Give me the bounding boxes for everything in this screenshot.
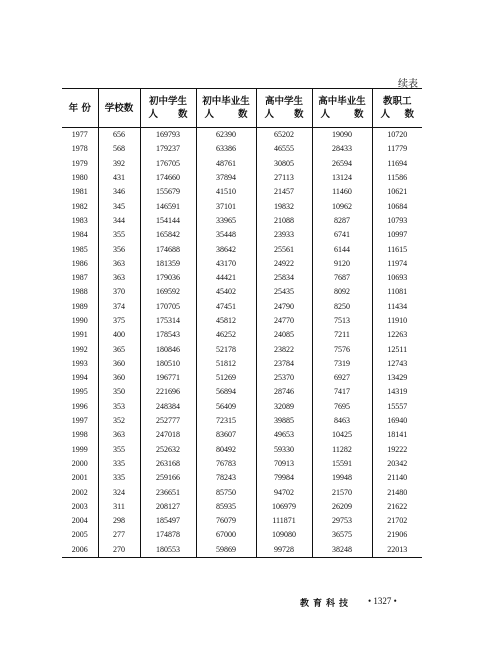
table-cell: 2004: [71, 516, 88, 526]
table-cell: 375: [98, 314, 140, 328]
table-row: [62, 471, 422, 485]
table-cell: 11974: [372, 257, 422, 271]
table-cell: 11615: [372, 242, 422, 256]
table-cell: 6741: [312, 228, 372, 242]
table-cell: 277: [98, 528, 140, 542]
table-cell: 111871: [256, 514, 312, 528]
page-footer: [0, 596, 480, 610]
table-cell: 1992: [71, 344, 88, 354]
table-cell: 2002: [71, 487, 88, 497]
table-cell: 22013: [372, 543, 422, 558]
table-row: [62, 314, 422, 328]
table-cell: 1995: [71, 387, 88, 397]
table-cell: 248384: [140, 400, 196, 414]
table-cell: 15591: [312, 457, 372, 471]
table-cell: 363: [98, 271, 140, 285]
table-cell: 72315: [196, 414, 256, 428]
table-cell: 29753: [312, 514, 372, 528]
table-cell: 6144: [312, 242, 372, 256]
table-header-row: [62, 89, 422, 128]
table-cell: 1989: [71, 301, 88, 311]
table-cell: 350: [98, 385, 140, 399]
table-row: [62, 142, 422, 156]
table-row: [62, 171, 422, 185]
table-body: [62, 128, 422, 558]
table-cell: 1988: [71, 287, 88, 297]
table-cell: 37101: [196, 199, 256, 213]
table-cell: 28746: [256, 385, 312, 399]
table-cell: 7417: [312, 385, 372, 399]
table-cell: 24790: [256, 300, 312, 314]
header-senior-students: 高中学生 人 数: [256, 89, 312, 128]
table-cell: 174688: [140, 242, 196, 256]
table-cell: 36575: [312, 528, 372, 542]
header-junior-students: 初中学生 人 数: [140, 89, 196, 128]
table-row: [62, 443, 422, 457]
table-cell: 80492: [196, 443, 256, 457]
table-cell: 10720: [372, 128, 422, 143]
table-cell: 656: [98, 128, 140, 143]
table-cell: 146591: [140, 199, 196, 213]
table-cell: 85750: [196, 485, 256, 499]
table-cell: 49653: [256, 428, 312, 442]
table-cell: 431: [98, 171, 140, 185]
table-cell: 45402: [196, 285, 256, 299]
table-cell: 52178: [196, 342, 256, 356]
table-cell: 8092: [312, 285, 372, 299]
table-cell: 1994: [71, 373, 88, 383]
page-number: • 1327 •: [368, 596, 397, 606]
table-cell: 196771: [140, 371, 196, 385]
table-cell: 38642: [196, 242, 256, 256]
table-cell: 252777: [140, 414, 196, 428]
table-cell: 179237: [140, 142, 196, 156]
table-cell: 6927: [312, 371, 372, 385]
table-cell: 7687: [312, 271, 372, 285]
table-row: [62, 357, 422, 371]
table-cell: 78243: [196, 471, 256, 485]
table-cell: 83607: [196, 428, 256, 442]
table-cell: 106979: [256, 500, 312, 514]
table-cell: 13124: [312, 171, 372, 185]
table-cell: 67000: [196, 528, 256, 542]
table-cell: 355: [98, 228, 140, 242]
table-cell: 1986: [71, 258, 88, 268]
header-schools: 学校数: [98, 89, 140, 128]
table-cell: 10997: [372, 228, 422, 242]
table-cell: 1999: [71, 444, 88, 454]
table-cell: 85935: [196, 500, 256, 514]
table-cell: 15557: [372, 400, 422, 414]
table-cell: 1997: [71, 416, 88, 426]
table-cell: 25561: [256, 242, 312, 256]
table-cell: 179036: [140, 271, 196, 285]
table-row: [62, 400, 422, 414]
table-cell: 1998: [71, 430, 88, 440]
header-junior-graduates: 初中毕业生 人 数: [196, 89, 256, 128]
table-cell: 24085: [256, 328, 312, 342]
table-cell: 7576: [312, 342, 372, 356]
table-cell: 352: [98, 414, 140, 428]
table-cell: 10693: [372, 271, 422, 285]
table-cell: 23784: [256, 357, 312, 371]
table-cell: 9120: [312, 257, 372, 271]
table-cell: 335: [98, 457, 140, 471]
table-cell: 185497: [140, 514, 196, 528]
table-cell: 10621: [372, 185, 422, 199]
table-cell: 1980: [71, 173, 88, 183]
table-cell: 298: [98, 514, 140, 528]
table-cell: 10962: [312, 199, 372, 213]
table-cell: 355: [98, 443, 140, 457]
table-row: [62, 242, 422, 256]
table-cell: 20342: [372, 457, 422, 471]
table-cell: 1981: [71, 187, 88, 197]
table-cell: 221696: [140, 385, 196, 399]
table-cell: 21622: [372, 500, 422, 514]
table-row: [62, 428, 422, 442]
table-cell: 30805: [256, 157, 312, 171]
table-cell: 568: [98, 142, 140, 156]
table-cell: 374: [98, 300, 140, 314]
table-cell: 1978: [71, 144, 88, 154]
table-cell: 25370: [256, 371, 312, 385]
table-row: [62, 228, 422, 242]
table-cell: 11910: [372, 314, 422, 328]
table-cell: 169592: [140, 285, 196, 299]
table-cell: 23933: [256, 228, 312, 242]
table-row: [62, 342, 422, 356]
table-cell: 360: [98, 357, 140, 371]
table-cell: 21140: [372, 471, 422, 485]
table-cell: 8250: [312, 300, 372, 314]
table-cell: 18141: [372, 428, 422, 442]
table-cell: 12511: [372, 342, 422, 356]
table-cell: 14319: [372, 385, 422, 399]
table-row: [62, 128, 422, 143]
table-cell: 25435: [256, 285, 312, 299]
table-cell: 24770: [256, 314, 312, 328]
table-cell: 76079: [196, 514, 256, 528]
table-cell: 8463: [312, 414, 372, 428]
table-cell: 11434: [372, 300, 422, 314]
table-cell: 25834: [256, 271, 312, 285]
table-cell: 365: [98, 342, 140, 356]
table-cell: 175314: [140, 314, 196, 328]
table-cell: 2006: [71, 544, 88, 554]
table-cell: 324: [98, 485, 140, 499]
header-senior-graduates: 高中毕业生 人 数: [312, 89, 372, 128]
table-cell: 32089: [256, 400, 312, 414]
table-cell: 23822: [256, 342, 312, 356]
table-cell: 1991: [71, 330, 88, 340]
table-cell: 65202: [256, 128, 312, 143]
table-row: [62, 371, 422, 385]
table-cell: 1987: [71, 273, 88, 283]
table-cell: 11586: [372, 171, 422, 185]
table-cell: 356: [98, 242, 140, 256]
table-cell: 63386: [196, 142, 256, 156]
table-cell: 363: [98, 428, 140, 442]
table-row: [62, 300, 422, 314]
table-row: [62, 285, 422, 299]
table-cell: 43170: [196, 257, 256, 271]
table-row: [62, 485, 422, 499]
table-cell: 259166: [140, 471, 196, 485]
table-cell: 12743: [372, 357, 422, 371]
table-cell: 252632: [140, 443, 196, 457]
table-cell: 99728: [256, 543, 312, 558]
table-cell: 180510: [140, 357, 196, 371]
table-cell: 10425: [312, 428, 372, 442]
table-cell: 1983: [71, 215, 88, 225]
journal-name: 教育科技: [300, 599, 353, 609]
table-cell: 360: [98, 371, 140, 385]
table-cell: 13429: [372, 371, 422, 385]
table-cell: 38248: [312, 543, 372, 558]
table-cell: 76783: [196, 457, 256, 471]
table-cell: 45812: [196, 314, 256, 328]
table-cell: 47451: [196, 300, 256, 314]
table-row: [62, 543, 422, 558]
table-cell: 169793: [140, 128, 196, 143]
table-row: [62, 385, 422, 399]
table-cell: 345: [98, 199, 140, 213]
table-cell: 1990: [71, 316, 88, 325]
table-cell: 12263: [372, 328, 422, 342]
table-cell: 33965: [196, 214, 256, 228]
header-year: 年 份: [62, 89, 98, 128]
table-cell: 178543: [140, 328, 196, 342]
table-cell: 109080: [256, 528, 312, 542]
table-cell: 59869: [196, 543, 256, 558]
table-cell: 28433: [312, 142, 372, 156]
table-cell: 181359: [140, 257, 196, 271]
table-cell: 180846: [140, 342, 196, 356]
table-row: [62, 185, 422, 199]
table-cell: 35448: [196, 228, 256, 242]
table-cell: 26594: [312, 157, 372, 171]
table-cell: 11779: [372, 142, 422, 156]
table-cell: 11282: [312, 443, 372, 457]
table-cell: 56409: [196, 400, 256, 414]
header-staff: 教职工 人 数: [372, 89, 422, 128]
table-cell: 363: [98, 257, 140, 271]
table-cell: 1993: [71, 358, 88, 368]
table-cell: 21702: [372, 514, 422, 528]
table-cell: 70913: [256, 457, 312, 471]
table-cell: 46252: [196, 328, 256, 342]
table-cell: 37894: [196, 171, 256, 185]
table-cell: 7319: [312, 357, 372, 371]
table-cell: 44421: [196, 271, 256, 285]
table-cell: 344: [98, 214, 140, 228]
table-row: [62, 271, 422, 285]
table-cell: 19090: [312, 128, 372, 143]
table-cell: 174660: [140, 171, 196, 185]
table-cell: 2005: [71, 530, 88, 540]
table-cell: 1996: [71, 401, 88, 411]
table-cell: 21570: [312, 485, 372, 499]
table-cell: 62390: [196, 128, 256, 143]
table-cell: 41510: [196, 185, 256, 199]
table-cell: 19948: [312, 471, 372, 485]
table-row: [62, 500, 422, 514]
continued-label: 续表: [398, 79, 418, 90]
table-cell: 10793: [372, 214, 422, 228]
table-cell: 51269: [196, 371, 256, 385]
table-cell: 1977: [71, 130, 88, 140]
table-row: [62, 199, 422, 213]
table-cell: 155679: [140, 185, 196, 199]
table-cell: 1984: [71, 230, 88, 240]
table-cell: 1979: [71, 158, 88, 168]
table-cell: 59330: [256, 443, 312, 457]
table-cell: 165842: [140, 228, 196, 242]
table-row: [62, 257, 422, 271]
table-cell: 21457: [256, 185, 312, 199]
table-cell: 11460: [312, 185, 372, 199]
table-cell: 353: [98, 400, 140, 414]
table-cell: 79984: [256, 471, 312, 485]
table-row: [62, 457, 422, 471]
table-cell: 208127: [140, 500, 196, 514]
table-cell: 27113: [256, 171, 312, 185]
table-cell: 370: [98, 285, 140, 299]
table-cell: 247018: [140, 428, 196, 442]
table-cell: 10684: [372, 199, 422, 213]
table-cell: 2000: [71, 458, 88, 468]
table-cell: 154144: [140, 214, 196, 228]
table-cell: 21480: [372, 485, 422, 499]
table-cell: 51812: [196, 357, 256, 371]
table-cell: 16940: [372, 414, 422, 428]
table-row: [62, 528, 422, 542]
table-cell: 46555: [256, 142, 312, 156]
table-cell: 19222: [372, 443, 422, 457]
table-row: [62, 414, 422, 428]
table-cell: 180553: [140, 543, 196, 558]
table-cell: 346: [98, 185, 140, 199]
table-cell: 8287: [312, 214, 372, 228]
table-cell: 1982: [71, 201, 88, 211]
table-cell: 21906: [372, 528, 422, 542]
table-row: [62, 157, 422, 171]
table-cell: 48761: [196, 157, 256, 171]
table-cell: 7695: [312, 400, 372, 414]
table-cell: 263168: [140, 457, 196, 471]
table-cell: 7513: [312, 314, 372, 328]
table-cell: 11694: [372, 157, 422, 171]
table-cell: 170705: [140, 300, 196, 314]
table-cell: 400: [98, 328, 140, 342]
table-cell: 2003: [71, 501, 88, 511]
table-cell: 21088: [256, 214, 312, 228]
table-cell: 11081: [372, 285, 422, 299]
table-cell: 176705: [140, 157, 196, 171]
table-row: [62, 514, 422, 528]
table-cell: 311: [98, 500, 140, 514]
table-cell: 174878: [140, 528, 196, 542]
table-cell: 1985: [71, 244, 88, 254]
table-cell: 392: [98, 157, 140, 171]
table-cell: 270: [98, 543, 140, 558]
table-cell: 7211: [312, 328, 372, 342]
education-statistics-table: [62, 88, 422, 558]
table-cell: 56894: [196, 385, 256, 399]
table-cell: 236651: [140, 485, 196, 499]
table-row: [62, 328, 422, 342]
table-row: [62, 214, 422, 228]
table-cell: 94702: [256, 485, 312, 499]
table-cell: 335: [98, 471, 140, 485]
table-cell: 24922: [256, 257, 312, 271]
table-cell: 2001: [71, 473, 88, 483]
table-cell: 26209: [312, 500, 372, 514]
table-cell: 19832: [256, 199, 312, 213]
table-cell: 39885: [256, 414, 312, 428]
